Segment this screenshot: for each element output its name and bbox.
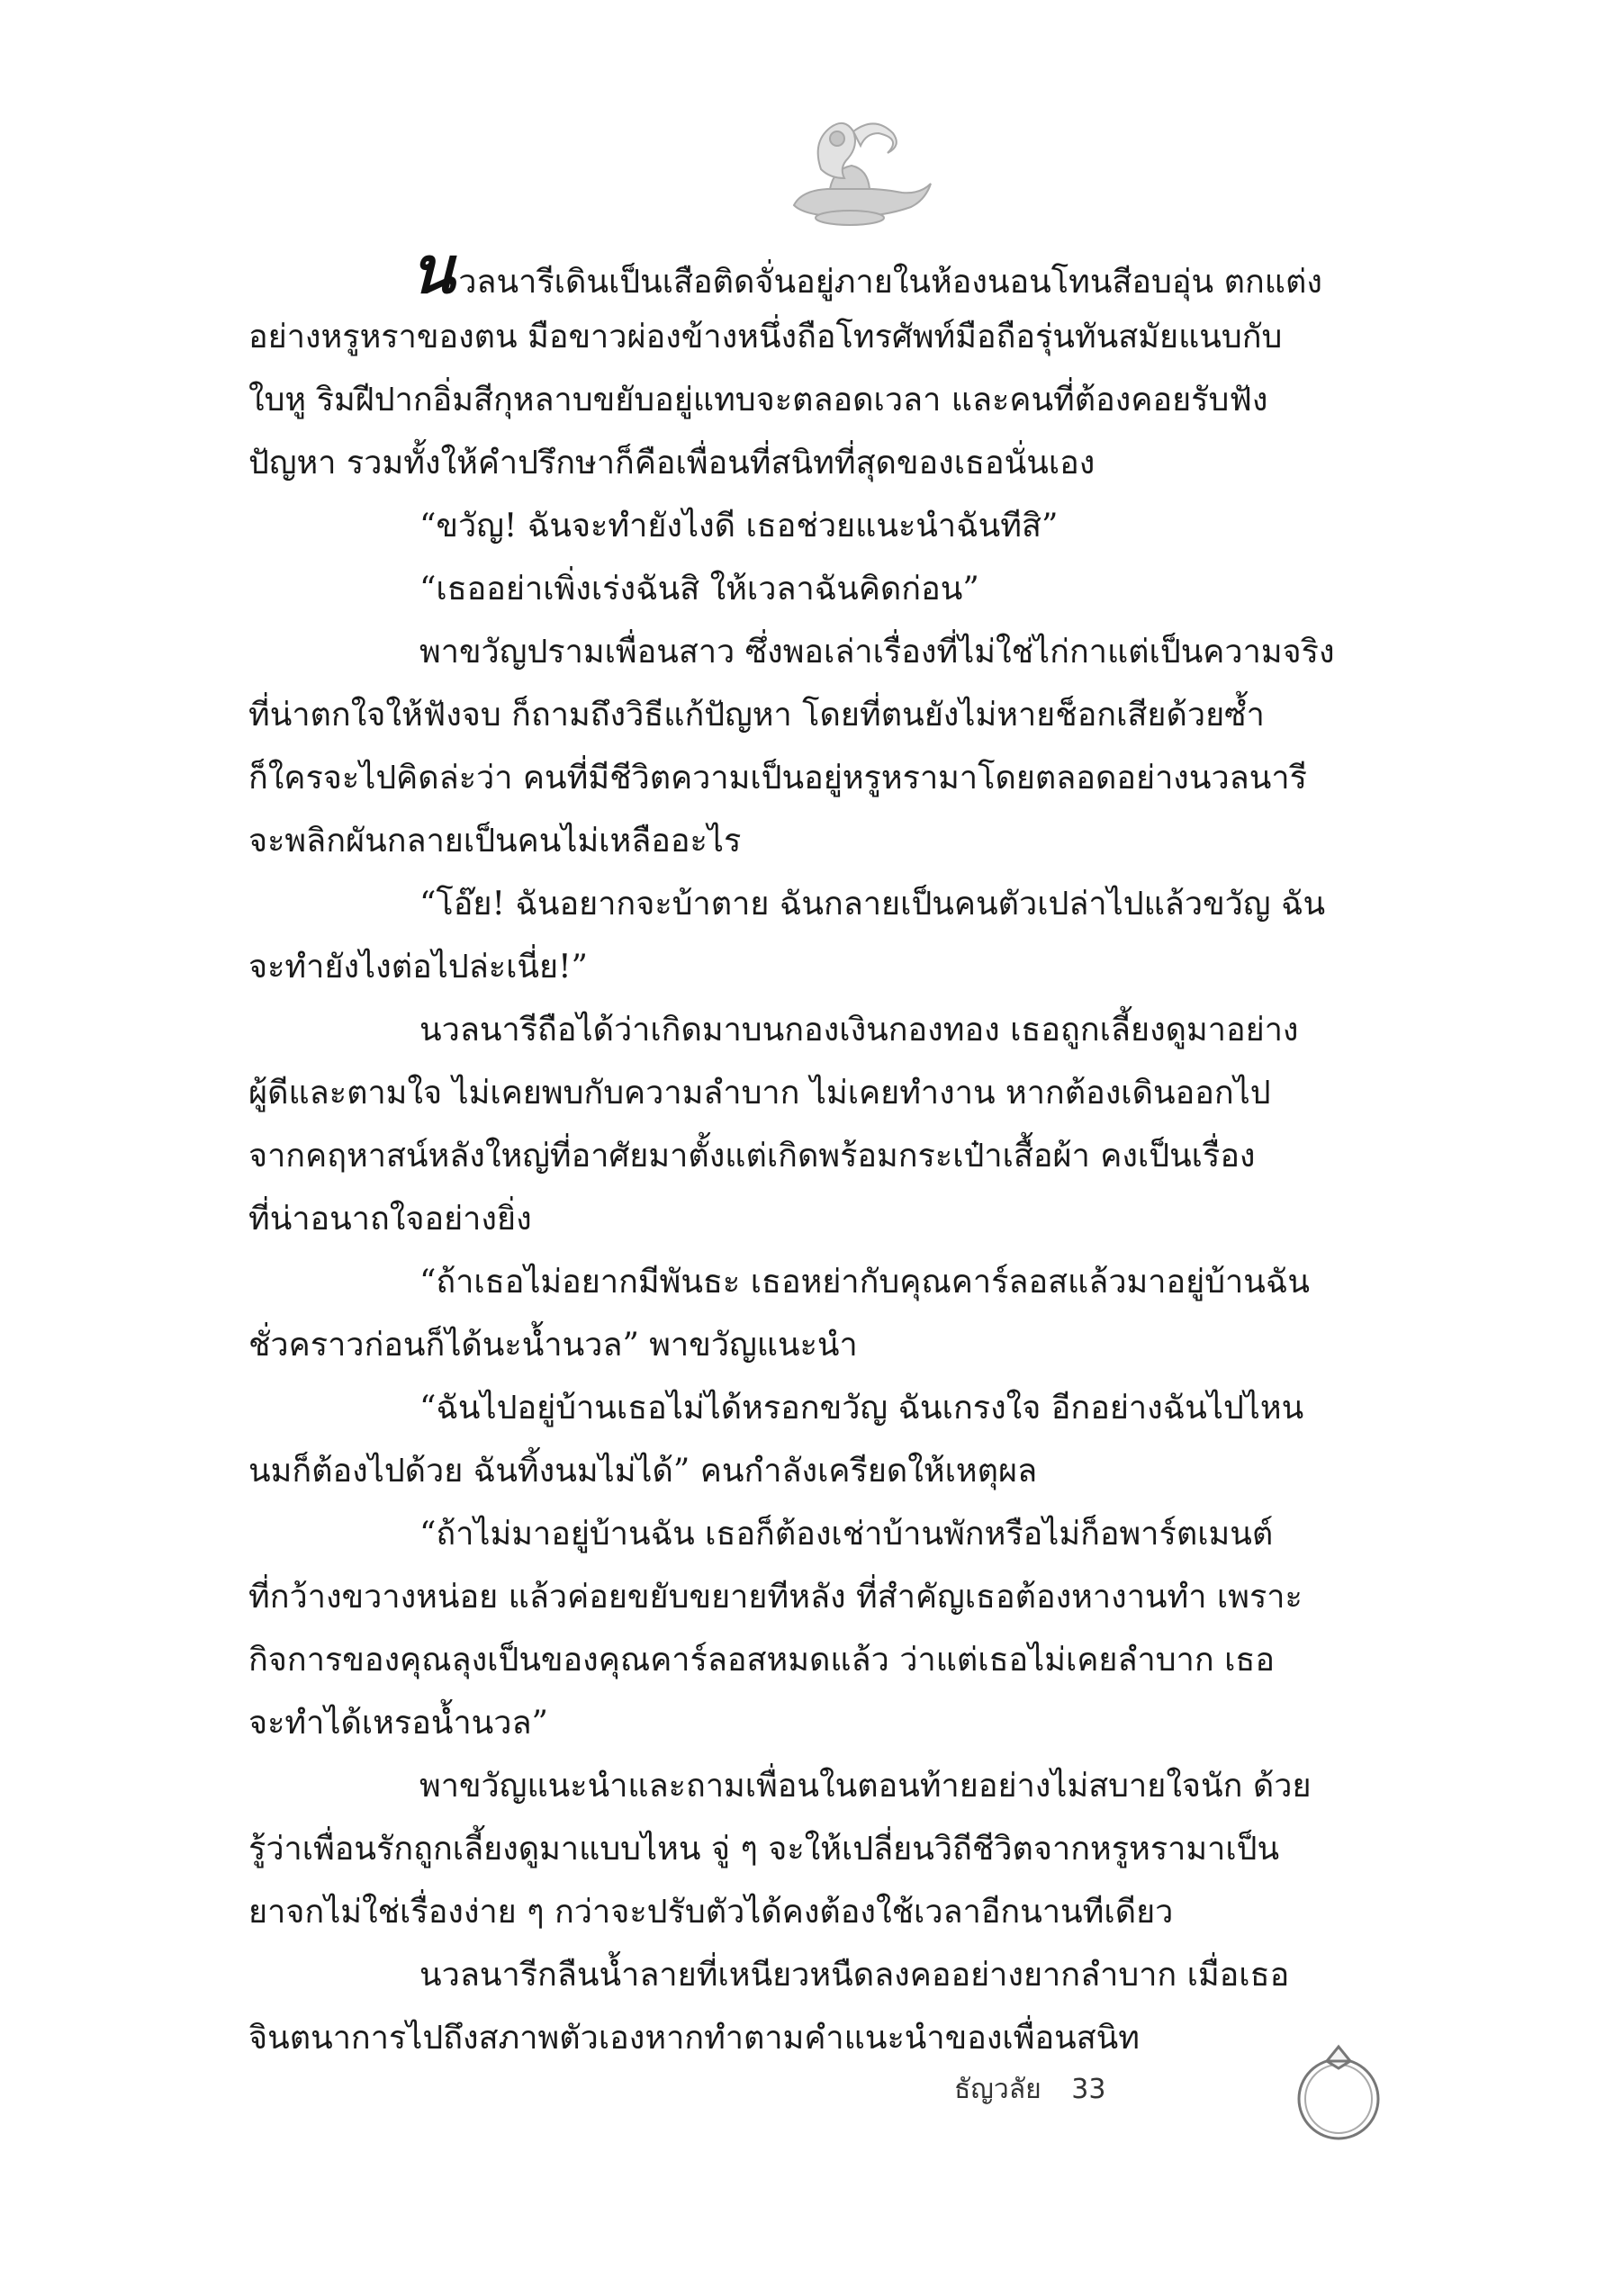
page-number: 33 <box>1071 2074 1106 2105</box>
text-line <box>248 558 1386 621</box>
text-line <box>248 1062 1386 1125</box>
text-line-content: ปัญหา รวมทั้งให้คำปรึกษาก็คือเพื่อนที่สนิทที่สุดของเธอนั่นเอง <box>248 445 1096 482</box>
ring-ornament-icon <box>1289 2036 1388 2144</box>
text-line-content: พาขวัญแนะนำและถามเพื่อนในตอนท้ายอย่างไม่สบายใจนัก ด้วย <box>419 1768 1312 1805</box>
drop-cap: น <box>410 243 455 306</box>
text-line-content: “เธออย่าเพิ่งเร่งฉันสิ ให้เวลาฉันคิดก่อน” <box>419 571 979 608</box>
text-line <box>248 1188 1386 1251</box>
text-line <box>248 621 1386 684</box>
text-line-content: จินตนาการไปถึงสภาพตัวเองหากทำตามคำแนะนำของเพื่อนสนิท <box>248 2020 1140 2057</box>
text-line <box>248 936 1386 999</box>
text-line <box>248 1314 1386 1377</box>
text-line-content: ใบหู ริมฝีปากอิ่มสีกุหลาบขยับอยู่แทบจะตลอดเวลา และคนที่ต้องคอยรับฟัง <box>248 382 1268 419</box>
text-line-content: กิจการของคุณลุงเป็นของคุณคาร์ลอสหมดแล้ว ว่าแต่เธอไม่เคยลำบาก เธอ <box>248 1642 1275 1679</box>
text-line <box>248 1440 1386 1503</box>
text-line <box>248 999 1386 1062</box>
text-line-content: ก็ใครจะไปคิดล่ะว่า คนที่มีชีวิตความเป็นอยู่หรูหรามาโดยตลอดอย่างนวลนารี <box>248 760 1307 797</box>
text-line <box>248 810 1386 873</box>
text-line-content: นวลนารีกลืนน้ำลายที่เหนียวหนืดลงคออย่างยากลำบาก เมื่อเธอ <box>419 1957 1290 1994</box>
text-line <box>248 1566 1386 1629</box>
page-footer <box>954 2068 1105 2111</box>
text-line-content: ผู้ดีและตามใจ ไม่เคยพบกับความลำบาก ไม่เคยทำงาน หากต้องเดินออกไป <box>248 1075 1271 1112</box>
text-line-content: อย่างหรูหราของตน มือขาวผ่องข้างหนึ่งถือโทรศัพท์มือถือรุ่นทันสมัยแนบกับ <box>248 319 1283 356</box>
text-line <box>248 1251 1386 1314</box>
text-line <box>248 1944 1386 2007</box>
text-line-content: วลนารีเดินเป็นเสือติดจั่นอยู่ภายในห้องนอนโทนสีอบอุ่น ตกแต่ง <box>458 264 1322 301</box>
genie-lamp-ornament-icon <box>767 106 938 232</box>
text-line-content: จะทำยังไงต่อไปล่ะเนี่ย!” <box>248 949 588 986</box>
text-line <box>248 243 1386 306</box>
text-line-content: “โอ๊ย! ฉันอยากจะบ้าตาย ฉันกลายเป็นคนตัวเปล่าไปแล้วขวัญ ฉัน <box>419 886 1326 923</box>
text-line-content: “ขวัญ! ฉันจะทำยังไงดี เธอช่วยแนะนำฉันทีสิ” <box>419 508 1059 545</box>
text-line <box>248 1881 1386 1944</box>
text-line-content: พาขวัญปรามเพื่อนสาว ซึ่งพอเล่าเรื่องที่ไม่ใช่ไก่กาแต่เป็นความจริง <box>419 634 1335 671</box>
text-line-content: นมก็ต้องไปด้วย ฉันทิ้งนมไม่ได้” คนกำลังเครียดให้เหตุผล <box>248 1453 1038 1490</box>
text-line <box>248 432 1386 495</box>
text-line-content: จะทำได้เหรอน้ำนวล” <box>248 1705 548 1742</box>
text-line <box>248 369 1386 432</box>
body-text <box>248 243 1386 2070</box>
text-line-content: ที่น่าอนาถใจอย่างยิ่ง <box>248 1201 532 1238</box>
text-line-content: ชั่วคราวก่อนก็ได้นะน้ำนวล” พาขวัญแนะนำ <box>248 1327 858 1364</box>
text-line <box>248 306 1386 369</box>
text-line-content: “ถ้าเธอไม่อยากมีพันธะ เธอหย่ากับคุณคาร์ลอสแล้วมาอยู่บ้านฉัน <box>419 1264 1310 1301</box>
text-line <box>248 1818 1386 1881</box>
text-line <box>248 1503 1386 1566</box>
text-line <box>248 873 1386 936</box>
text-line <box>248 495 1386 558</box>
text-line-content: จากคฤหาสน์หลังใหญ่ที่อาศัยมาตั้งแต่เกิดพร้อมกระเป๋าเสื้อผ้า คงเป็นเรื่อง <box>248 1138 1256 1175</box>
author-name: ธัญวลัย <box>954 2074 1041 2105</box>
text-line-content: “ถ้าไม่มาอยู่บ้านฉัน เธอก็ต้องเช่าบ้านพักหรือไม่ก็อพาร์ตเมนต์ <box>419 1516 1274 1553</box>
text-line <box>248 1629 1386 1692</box>
text-line <box>248 1755 1386 1818</box>
text-line <box>248 1377 1386 1440</box>
text-line <box>248 747 1386 810</box>
text-line <box>248 1692 1386 1755</box>
text-line <box>248 1125 1386 1188</box>
text-line-content: นวลนารีถือได้ว่าเกิดมาบนกองเงินกองทอง เธอถูกเลี้ยงดูมาอย่าง <box>419 1012 1299 1049</box>
text-line-content: ยาจกไม่ใช่เรื่องง่าย ๆ กว่าจะปรับตัวได้คงต้องใช้เวลาอีกนานทีเดียว <box>248 1894 1174 1931</box>
text-line <box>248 2007 1386 2070</box>
text-line-content: “ฉันไปอยู่บ้านเธอไม่ได้หรอกขวัญ ฉันเกรงใจ อีกอย่างฉันไปไหน <box>419 1390 1304 1427</box>
text-line-content: ที่กว้างขวางหน่อย แล้วค่อยขยับขยายทีหลัง ที่สำคัญเธอต้องหางานทำ เพราะ <box>248 1579 1303 1616</box>
text-line <box>248 684 1386 747</box>
text-line-content: จะพลิกผันกลายเป็นคนไม่เหลืออะไร <box>248 823 742 860</box>
text-line-content: ที่น่าตกใจให้ฟังจบ ก็ถามถึงวิธีแก้ปัญหา โดยที่ตนยังไม่หายช็อกเสียด้วยซ้ำ <box>248 697 1265 734</box>
text-line-content: รู้ว่าเพื่อนรักถูกเลี้ยงดูมาแบบไหน จู่ ๆ จะให้เปลี่ยนวิถีชีวิตจากหรูหรามาเป็น <box>248 1831 1280 1868</box>
